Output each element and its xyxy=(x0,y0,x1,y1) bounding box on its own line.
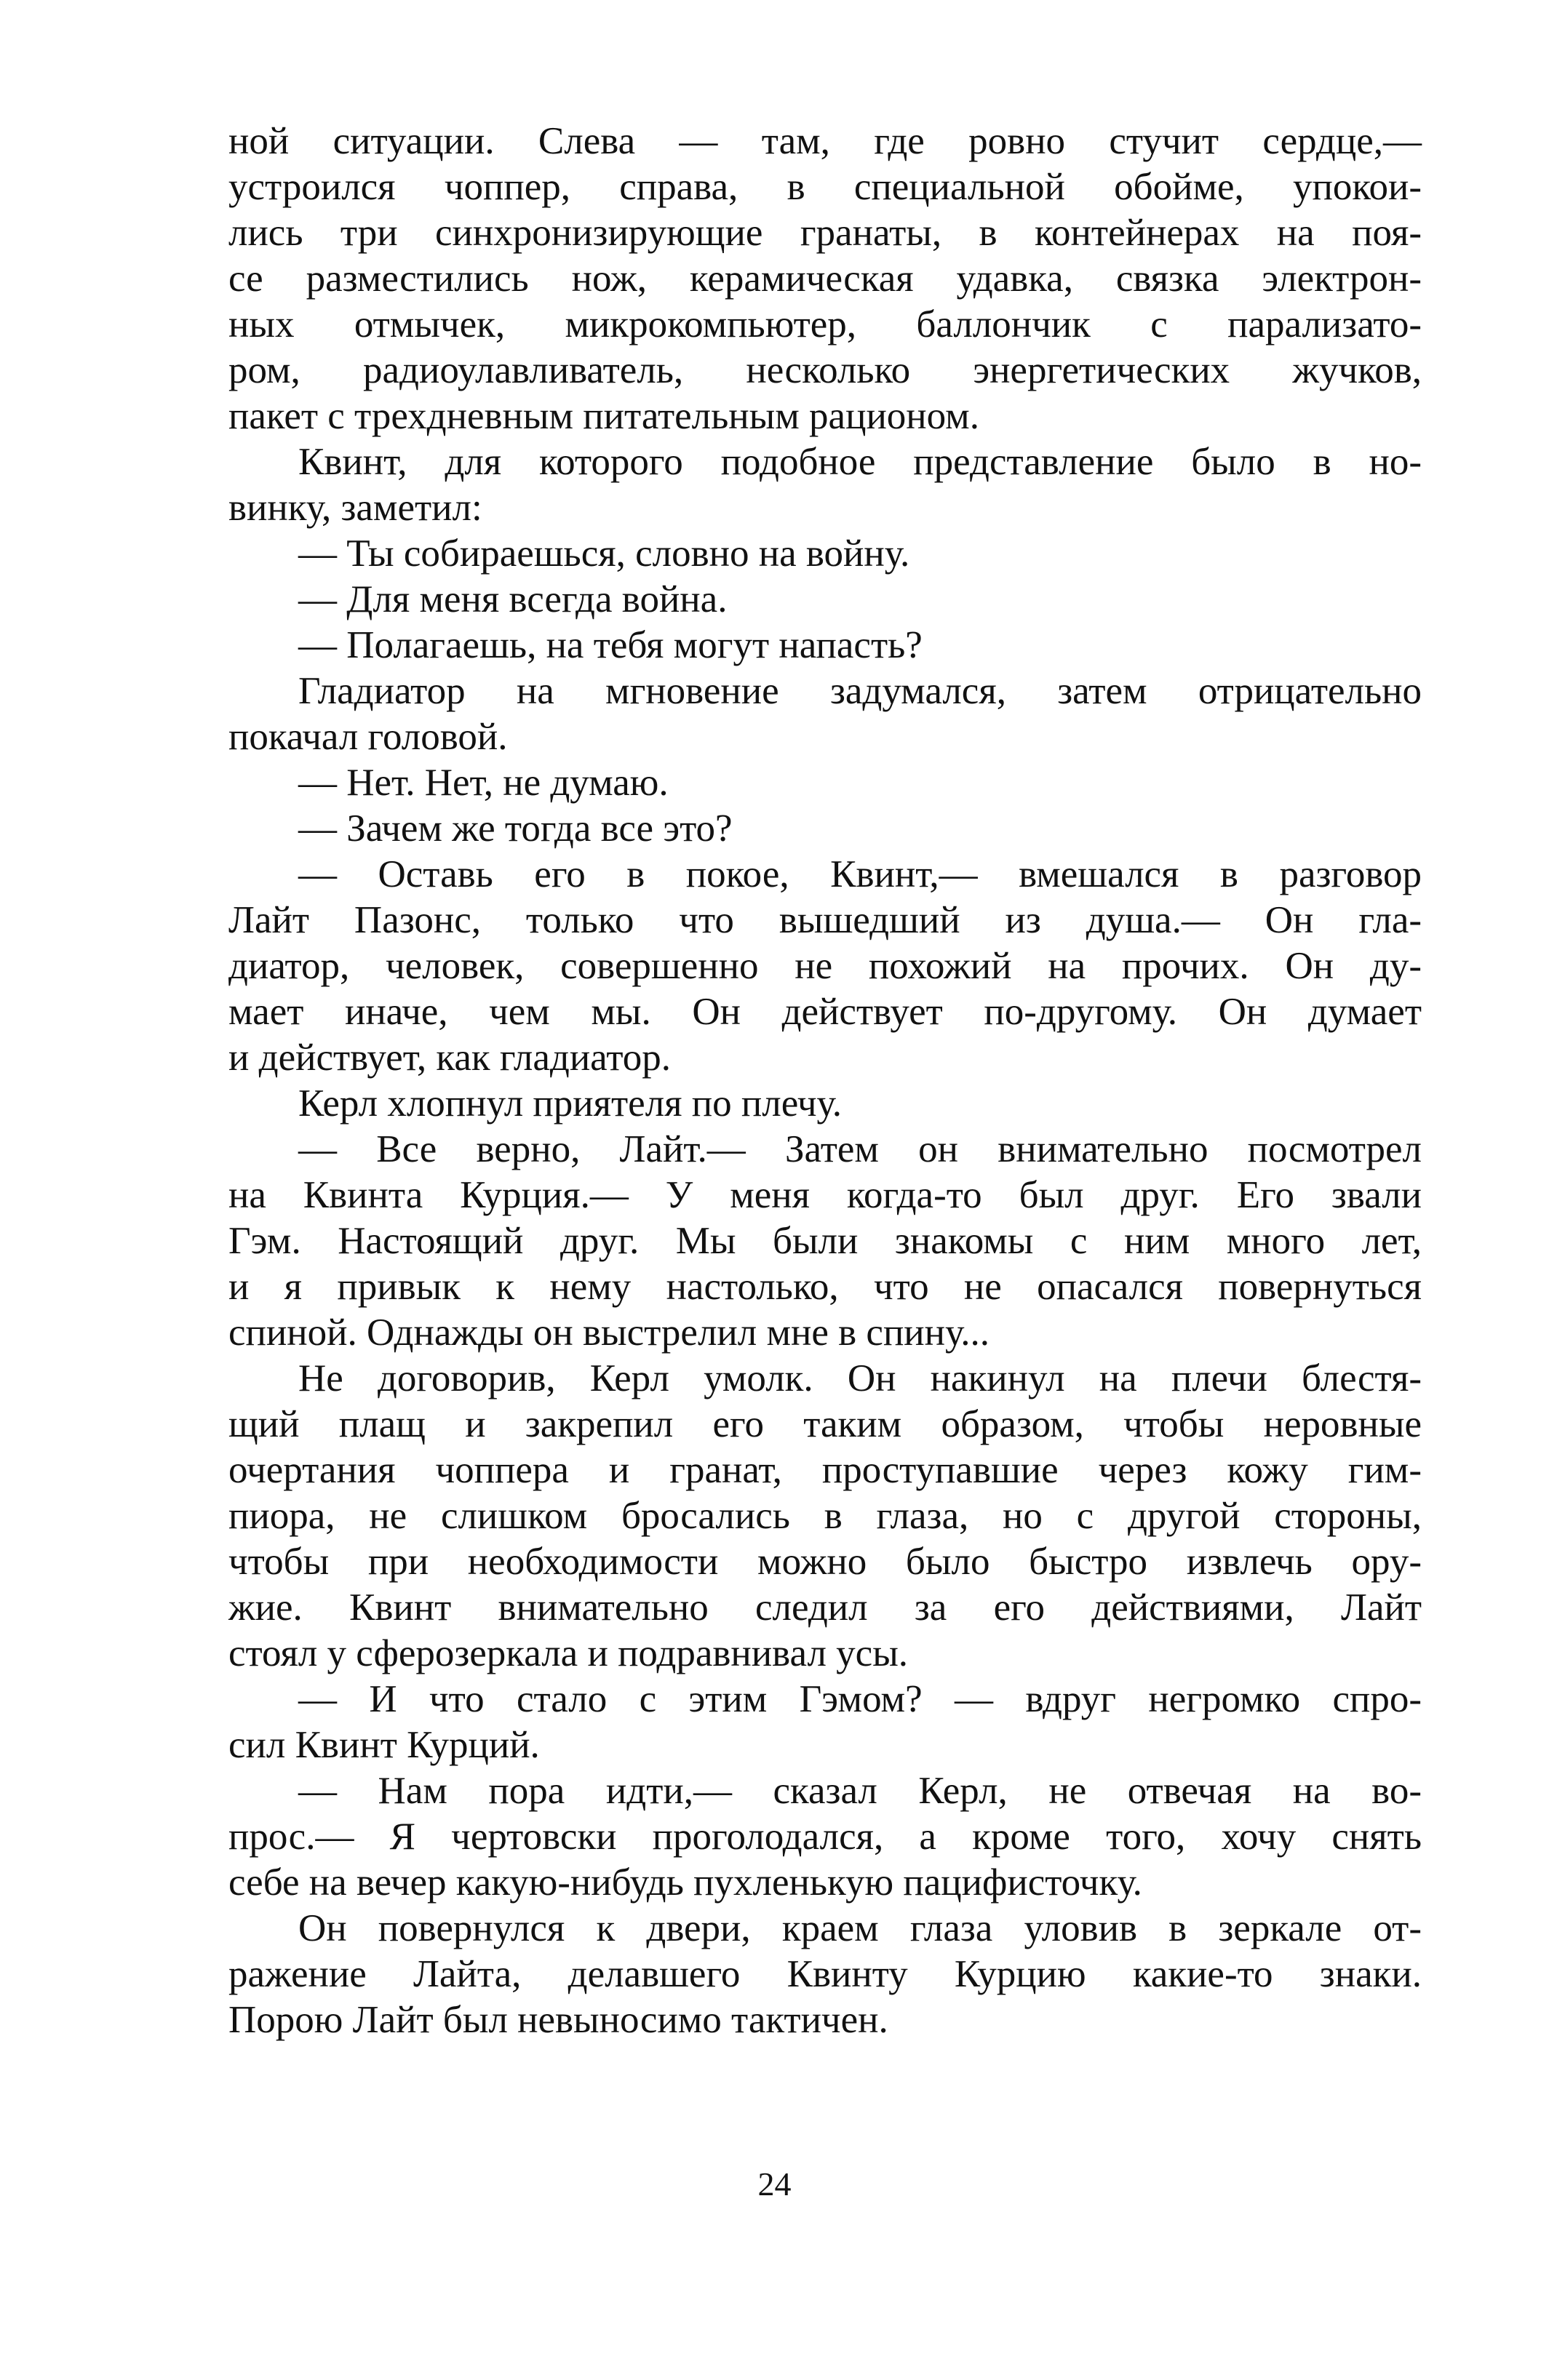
text-line: ных отмычек, микрокомпьютер, баллончик с парализато- xyxy=(228,303,1422,346)
text-line: себе на вечер какую-нибудь пухленькую пацифисточку. xyxy=(228,1861,1142,1904)
text-line: Квинт, для которого подобное представление было в но- xyxy=(298,441,1422,483)
text-line: ной ситуации. Слева — там, где ровно стучит сердце,— xyxy=(228,120,1422,162)
text-line: Не договорив, Керл умолк. Он накинул на плечи блестя- xyxy=(298,1357,1422,1399)
text-line: пакет с трехдневным питательным рационом. xyxy=(228,395,979,437)
text-line: чтобы при необходимости можно было быстро извлечь ору- xyxy=(228,1541,1422,1583)
text-line: и я привык к нему настолько, что не опасался повернуться xyxy=(228,1266,1422,1308)
dialogue-line: — Для меня всегда война. xyxy=(298,578,728,620)
text-line: се разместились нож, керамическая удавка, связка электрон- xyxy=(228,257,1422,300)
text-line: и действует, как гладиатор. xyxy=(228,1037,672,1079)
text-line: ром, радиоулавливатель, несколько энергетических жучков, xyxy=(228,349,1422,391)
text-line: Порою Лайт был невыносимо тактичен. xyxy=(228,1999,888,2041)
text-line: ражение Лайта, делавшего Квинту Курцию какие-то знаки. xyxy=(228,1953,1422,1995)
text-line: сил Квинт Курций. xyxy=(228,1724,540,1766)
text-line: жие. Квинт внимательно следил за его действиями, Лайт xyxy=(228,1586,1422,1629)
dialogue-line: — Все верно, Лайт.— Затем он внимательно посмотрел xyxy=(298,1128,1422,1170)
text-line: диатор, человек, совершенно не похожий на прочих. Он ду- xyxy=(228,945,1422,987)
text-line: прос.— Я чертовски проголодался, а кроме того, хочу снять xyxy=(228,1816,1422,1858)
text-line: очертания чоппера и гранат, проступавшие через кожу гим- xyxy=(228,1449,1422,1491)
text-line: пиора, не слишком бросались в глаза, но с другой стороны, xyxy=(228,1495,1422,1537)
text-line: устроился чоппер, справа, в специальной обойме, упокои- xyxy=(228,166,1422,208)
text-line: щий плащ и закрепил его таким образом, чтобы неровные xyxy=(228,1403,1422,1445)
text-line: Керл хлопнул приятеля по плечу. xyxy=(298,1082,842,1125)
dialogue-line: — Ты собираешься, словно на войну. xyxy=(298,532,910,575)
text-line: стоял у сферозеркала и подравнивал усы. xyxy=(228,1632,909,1674)
page-number: 24 xyxy=(757,2165,792,2203)
dialogue-line: — Полагаешь, на тебя могут напасть? xyxy=(298,624,923,666)
text-line: мает иначе, чем мы. Он действует по-другому. Он думает xyxy=(228,991,1422,1033)
dialogue-line: — Нет. Нет, не думаю. xyxy=(298,762,669,804)
body-text xyxy=(228,119,1422,2043)
text-line: на Квинта Курция.— У меня когда-то был друг. Его звали xyxy=(228,1174,1422,1216)
text-line: Гэм. Настоящий друг. Мы были знакомы с ним много лет, xyxy=(228,1220,1422,1262)
dialogue-line: — Нам пора идти,— сказал Керл, не отвечая на во- xyxy=(298,1770,1422,1812)
text-line: покачал головой. xyxy=(228,716,508,758)
dialogue-line: — Зачем же тогда все это? xyxy=(298,807,733,850)
dialogue-line: — Оставь его в покое, Квинт,— вмешался в разговор xyxy=(298,853,1422,895)
text-line: Он повернулся к двери, краем глаза уловив в зеркале от- xyxy=(298,1907,1422,1949)
text-line: лись три синхронизирующие гранаты, в контейнерах на поя- xyxy=(228,212,1422,254)
text-line: Гладиатор на мгновение задумался, затем отрицательно xyxy=(298,670,1422,712)
text-line: Лайт Пазонс, только что вышедший из душа.— Он гла- xyxy=(228,899,1422,941)
text-line: винку, заметил: xyxy=(228,487,482,529)
dialogue-line: — И что стало с этим Гэмом? — вдруг негромко спро- xyxy=(298,1678,1422,1720)
text-line: спиной. Однажды он выстрелил мне в спину... xyxy=(228,1311,989,1354)
